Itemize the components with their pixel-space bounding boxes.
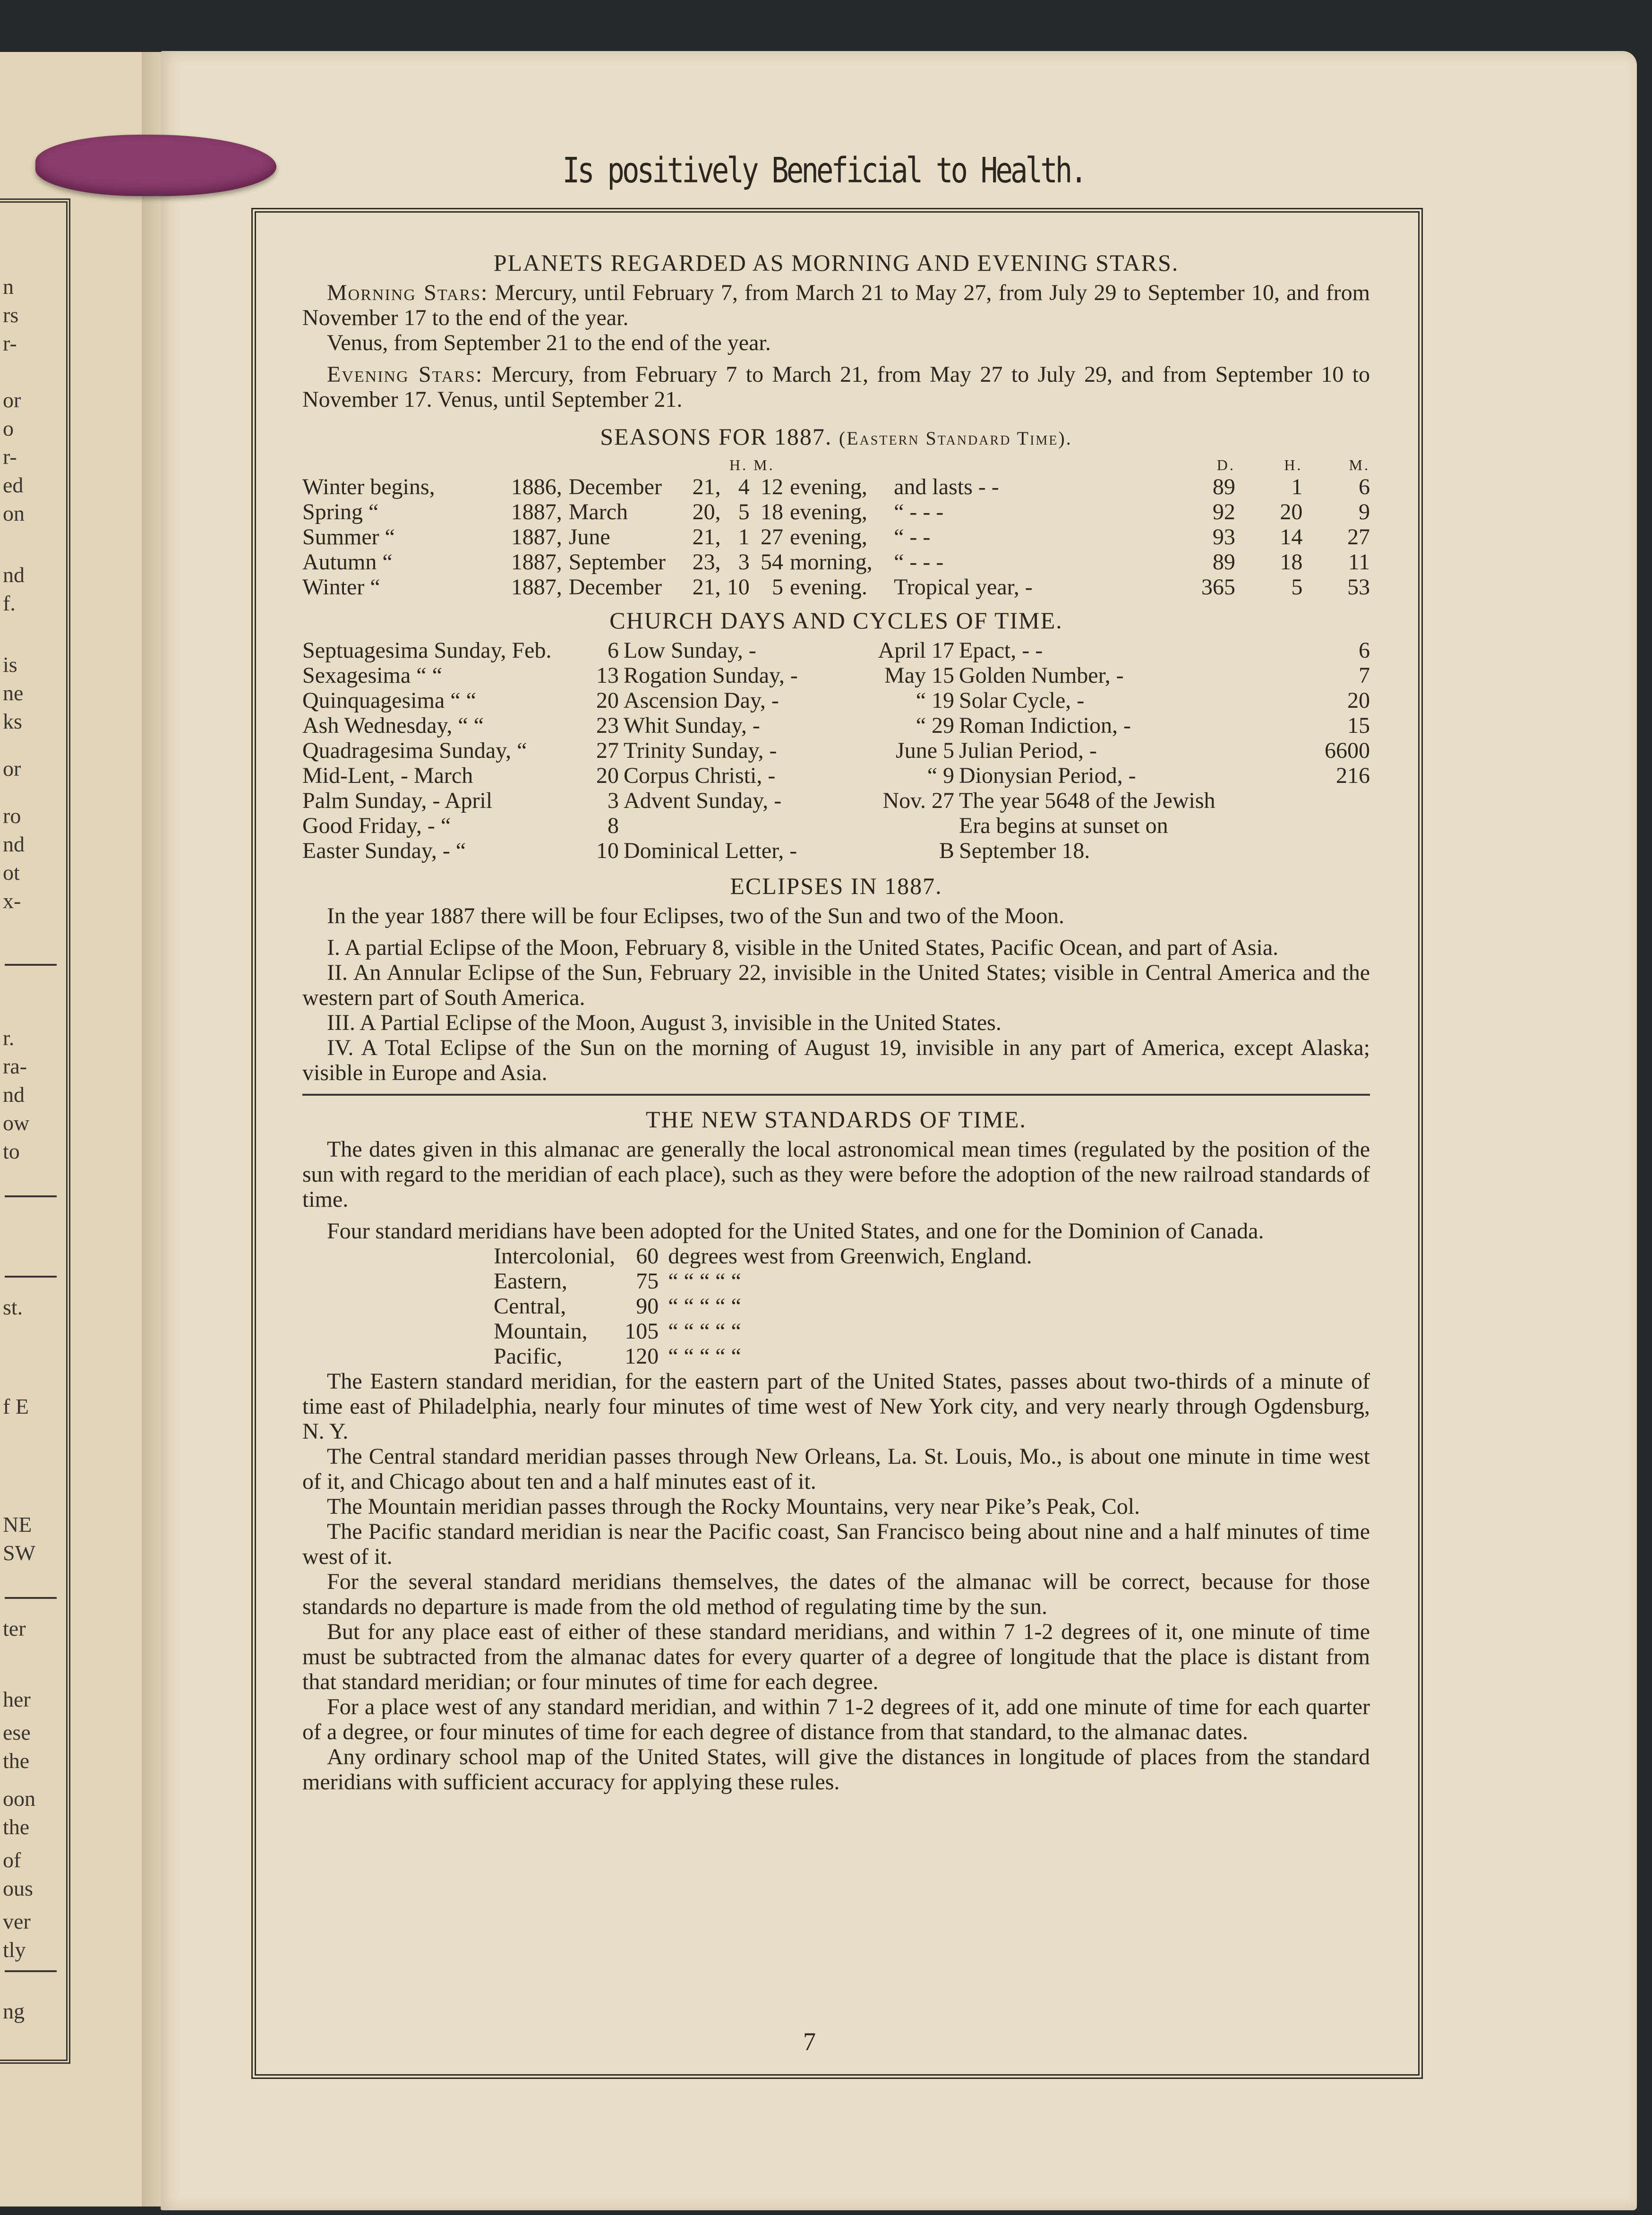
church-cell-f	[1294, 813, 1370, 838]
seasons-cell-time: evening,	[789, 474, 867, 499]
church-cell-d: April 17	[878, 638, 954, 663]
eclipse-item: II. An Annular Eclipse of the Sun, February 22, invisible in the United States; visible in Central America and the western part of South America.	[302, 960, 1370, 1010]
left-page-fragment: ot	[3, 860, 20, 884]
church-row	[302, 688, 1370, 713]
left-page-fragment: r-	[3, 331, 17, 355]
left-page-rule	[5, 1276, 57, 1278]
meridian-text: “ “ “ “ “	[668, 1319, 741, 1344]
church-cell-f: 6600	[1325, 738, 1370, 763]
standards-paragraph: For the several standard meridians themselves, the dates of the almanac will be correct, because for those standards no departure is made from the old method of regulating time by the sun.	[302, 1569, 1370, 1619]
left-page-fragment: ro	[3, 804, 21, 828]
left-page-fragment: ng	[3, 1999, 25, 2023]
left-page-fragment: r-	[3, 445, 17, 469]
seasons-row	[302, 474, 1370, 499]
church-cell-b: 6	[608, 638, 619, 663]
seasons-cell-season: Autumn “	[302, 549, 393, 575]
standards-paragraphs	[302, 1369, 1370, 1794]
meridian-row	[494, 1244, 1042, 1269]
seasons-cell-day: 21,	[692, 524, 721, 549]
seasons-cell-season: Spring “	[302, 499, 379, 524]
church-cell-d: “ 9	[927, 763, 954, 788]
church-cell-b: 23	[596, 713, 619, 738]
church-row	[302, 838, 1370, 863]
standards-paragraph: The Mountain meridian passes through the Rocky Mountains, very near Pike’s Peak, Col.	[327, 1494, 1140, 1519]
church-cell-f: 15	[1347, 713, 1370, 738]
church-cell-e: Golden Number, -	[959, 663, 1124, 688]
meridians-table	[494, 1244, 1042, 1369]
seasons-cell-time: evening.	[789, 575, 867, 600]
meridian-row	[494, 1269, 1042, 1294]
evening-stars-paragraph	[302, 362, 1370, 412]
eclipses-title: ECLIPSES IN 1887.	[730, 873, 942, 899]
left-page-fragment: ra-	[3, 1054, 27, 1078]
left-page-fragment: tly	[3, 1938, 26, 1962]
standards-paragraph: But for any place east of either of these standard meridians, and within 7 1-2 degrees of it, one minute of time must be subtracted from the almanac dates for every quarter of a degree of longitude that the place is distant from that standard meridian; or four minutes of time for each degree.	[302, 1619, 1370, 1694]
left-page-fragment: r.	[3, 1026, 15, 1050]
church-cell-e: Epact, - -	[959, 638, 1043, 663]
church-cell-e: Julian Period, -	[959, 738, 1097, 763]
left-page-fragment: ks	[3, 709, 22, 733]
seasons-cell-m: 5	[771, 575, 783, 600]
church-cell-c: Advent Sunday, -	[624, 788, 782, 813]
seasons-table	[302, 455, 1370, 600]
standards-paragraph-1: The dates given in this almanac are generally the local astronomical mean times (regulated by the position of the sun with regard to the meridian of each place), such as they were before the adoption of the new railroad standards of time.	[302, 1137, 1370, 1212]
left-page-fragment: ous	[3, 1876, 33, 1900]
left-page-fragment: ese	[3, 1720, 31, 1744]
church-cell-b: 3	[608, 788, 619, 813]
left-page-fragment: ow	[3, 1111, 30, 1135]
seasons-cell-mm: 9	[1359, 499, 1370, 524]
morning-stars-text: Mercury, until February 7, from March 21 to May 27, from July 29 to September 10, and from November 17 to the end of the year.	[302, 280, 1370, 330]
church-cell-c: Ascension Day, -	[624, 688, 779, 713]
meridian-name: Mountain,	[494, 1319, 588, 1344]
seasons-cell-time: evening,	[789, 499, 867, 524]
left-page-rule	[5, 1195, 57, 1197]
page-content	[302, 246, 1370, 1794]
meridian-degrees: 90	[636, 1294, 659, 1319]
church-cell-a: Palm Sunday, - April	[302, 788, 493, 813]
church-cell-e: The year 5648 of the Jewish	[959, 788, 1215, 813]
left-page-fragment: or	[3, 388, 21, 412]
church-cell-f: 7	[1359, 663, 1370, 688]
left-page-fragment: ver	[3, 1909, 31, 1933]
seasons-cell-mm: 11	[1348, 549, 1370, 575]
eclipse-item: IV. A Total Eclipse of the Sun on the morning of August 19, invisible in any part of America, except Alaska; visible in Europe and Asia.	[302, 1035, 1370, 1085]
church-cell-c: Trinity Sunday, -	[624, 738, 777, 763]
church-cell-a: Mid-Lent, - March	[302, 763, 473, 788]
meridian-name: Pacific,	[494, 1344, 563, 1369]
meridian-name: Eastern,	[494, 1269, 567, 1294]
seasons-cell-lasts: “ - - -	[894, 499, 944, 524]
meridian-text: “ “ “ “ “	[668, 1344, 741, 1369]
church-cell-a: Quinquagesima “ “	[302, 688, 476, 713]
seasons-cell-d: 89	[1212, 474, 1235, 499]
left-page-fragment: of	[3, 1848, 21, 1872]
seasons-cell-d: 93	[1212, 524, 1235, 549]
church-table	[302, 638, 1370, 863]
standards-paragraph-2: Four standard meridians have been adopted for the United States, and one for the Dominion of Canada.	[327, 1219, 1264, 1244]
seasons-cell-lasts: “ - - -	[894, 549, 944, 575]
church-row	[302, 813, 1370, 838]
church-row	[302, 713, 1370, 738]
church-cell-c: Whit Sunday, -	[624, 713, 760, 738]
d-header: D.	[1216, 456, 1235, 473]
meridian-text: “ “ “ “ “	[668, 1269, 741, 1294]
church-cell-b: 20	[596, 763, 619, 788]
left-page-fragment: n	[3, 275, 14, 299]
section-divider	[302, 1094, 1370, 1096]
standards-paragraph: The Central standard meridian passes through New Orleans, La. St. Louis, Mo., is about one minute in time west of it, and Chicago about ten and a half minutes east of it.	[302, 1444, 1370, 1494]
church-cell-c: Rogation Sunday, -	[624, 663, 798, 688]
seasons-cell-m: 12	[760, 474, 783, 499]
meridian-degrees: 120	[625, 1344, 659, 1369]
meridian-row	[494, 1319, 1042, 1344]
church-cell-d	[831, 813, 954, 838]
church-title: CHURCH DAYS AND CYCLES OF TIME.	[609, 607, 1063, 634]
left-page-fragment: o	[3, 416, 14, 440]
m-header: M.	[1349, 456, 1370, 473]
church-cell-b: 10	[596, 838, 619, 863]
seasons-cell-day: 21,	[692, 575, 721, 600]
left-page-fragment: ne	[3, 681, 24, 705]
seasons-cell-month: December	[568, 575, 662, 600]
seasons-cell-season: Winter “	[302, 575, 380, 600]
ribbon-bookmark[interactable]	[35, 135, 276, 196]
seasons-title	[302, 424, 1370, 451]
seasons-cell-month: March	[568, 499, 628, 524]
church-cell-c: Low Sunday, -	[624, 638, 756, 663]
meridian-degrees: 60	[636, 1244, 659, 1269]
standards-paragraph: For a place west of any standard meridian, and within 7 1-2 degrees of it, add one minute of time for each quarter of a degree, or four minutes of time for each degree of distance from that standard, to the almanac dates.	[302, 1694, 1370, 1744]
left-page-fragment: SW	[3, 1541, 35, 1565]
seasons-cell-hh: 20	[1280, 499, 1303, 524]
church-row	[302, 663, 1370, 688]
seasons-cell-day: 21,	[692, 474, 721, 499]
meridian-degrees: 105	[625, 1319, 659, 1344]
seasons-row	[302, 499, 1370, 524]
church-cell-a: Easter Sunday, - “	[302, 838, 466, 863]
church-cell-b: 20	[596, 688, 619, 713]
church-cell-c	[619, 813, 831, 838]
church-cell-f: 6	[1359, 638, 1370, 663]
left-page-fragment: st.	[3, 1295, 23, 1319]
left-page-fragment: on	[3, 501, 25, 525]
left-page-fragment: oon	[3, 1786, 35, 1811]
seasons-cell-d: 92	[1212, 499, 1235, 524]
meridian-row	[494, 1344, 1042, 1369]
seasons-cell-h: 5	[738, 499, 750, 524]
church-cell-e: September 18.	[959, 838, 1090, 863]
left-page-fragment: f E	[3, 1394, 29, 1418]
church-row	[302, 788, 1370, 813]
meridian-row	[494, 1294, 1042, 1319]
morning-stars-label: Morning Stars:	[327, 280, 488, 305]
seasons-cell-hh: 14	[1280, 524, 1303, 549]
church-cell-f: 216	[1336, 763, 1370, 788]
seasons-cell-month: December	[568, 474, 662, 499]
church-cell-c: Corpus Christi, -	[624, 763, 776, 788]
meridian-degrees: 75	[636, 1269, 659, 1294]
seasons-cell-year: 1887,	[511, 549, 562, 575]
seasons-title-main: SEASONS FOR 1887.	[600, 423, 832, 450]
seasons-cell-year: 1887,	[511, 524, 562, 549]
church-cell-a: Ash Wednesday, “ “	[302, 713, 484, 738]
seasons-cell-year: 1886,	[511, 474, 562, 499]
left-page-fragment: or	[3, 756, 21, 781]
seasons-cell-season: Winter begins,	[302, 474, 435, 499]
church-cell-e: Era begins at sunset on	[959, 813, 1168, 838]
left-page-fragment: nd	[3, 563, 25, 587]
seasons-cell-season: Summer “	[302, 524, 395, 549]
eclipses-intro: In the year 1887 there will be four Eclipses, two of the Sun and two of the Moon.	[327, 903, 1064, 928]
left-page-fragment: ed	[3, 473, 24, 497]
seasons-cell-year: 1887,	[511, 499, 562, 524]
left-page-fragment: to	[3, 1139, 20, 1163]
seasons-cell-day: 20,	[692, 499, 721, 524]
evening-stars-label: Evening Stars:	[327, 362, 483, 387]
seasons-cell-lasts: “ - -	[894, 524, 931, 549]
left-page-fragment: NE	[3, 1512, 32, 1537]
seasons-cell-time: evening,	[789, 524, 867, 549]
church-cell-d: May 15	[884, 663, 954, 688]
church-cell-e: Dionysian Period, -	[959, 763, 1136, 788]
seasons-cell-day: 23,	[692, 549, 721, 575]
church-cell-d: “ 29	[916, 713, 954, 738]
church-cell-a: Sexagesima “ “	[302, 663, 442, 688]
h-header: H.	[1284, 456, 1303, 473]
seasons-cell-d: 89	[1212, 549, 1235, 575]
seasons-row	[302, 524, 1370, 549]
seasons-cell-h: 3	[738, 549, 750, 575]
church-cell-b: 27	[596, 738, 619, 763]
church-cell-d: Nov. 27	[882, 788, 954, 813]
church-cell-a: Good Friday, - “	[302, 813, 451, 838]
left-page-fragment: the	[3, 1815, 30, 1839]
seasons-row	[302, 575, 1370, 600]
seasons-cell-h: 1	[738, 524, 750, 549]
seasons-cell-mm: 53	[1347, 575, 1370, 600]
standards-title: THE NEW STANDARDS OF TIME.	[646, 1106, 1027, 1133]
planets-title: PLANETS REGARDED AS MORNING AND EVENING STARS.	[493, 249, 1179, 276]
left-page-fragment: is	[3, 652, 17, 677]
left-page-fragment: the	[3, 1749, 30, 1773]
seasons-cell-time: morning,	[789, 549, 873, 575]
standards-paragraph: Any ordinary school map of the United States, will give the distances in longitude of places from the standard meridians with sufficient accuracy for applying these rules.	[302, 1744, 1370, 1794]
seasons-cell-month: June	[568, 524, 610, 549]
church-cell-f	[1294, 788, 1370, 813]
church-cell-d: “ 19	[916, 688, 954, 713]
church-cell-f: 20	[1347, 688, 1370, 713]
meridian-name: Intercolonial,	[494, 1244, 616, 1269]
church-cell-e: Roman Indiction, -	[959, 713, 1131, 738]
seasons-cell-m: 27	[760, 524, 783, 549]
venus-paragraph: Venus, from September 21 to the end of the year.	[327, 330, 771, 355]
church-cell-b: 13	[596, 663, 619, 688]
church-cell-a: Septuagesima Sunday, Feb.	[302, 638, 552, 663]
seasons-cell-hh: 1	[1291, 474, 1303, 499]
church-cell-a: Quadragesima Sunday, “	[302, 738, 527, 763]
church-cell-b: 8	[608, 813, 619, 838]
seasons-cell-mm: 6	[1359, 474, 1370, 499]
left-page-rule	[5, 964, 57, 966]
seasons-cell-lasts: and lasts - -	[894, 474, 999, 499]
seasons-title-sub: (Eastern Standard Time).	[839, 428, 1072, 449]
seasons-cell-mm: 27	[1347, 524, 1370, 549]
seasons-cell-year: 1887,	[511, 575, 562, 600]
page-header: Is positively Beneficial to Health.	[562, 150, 1086, 191]
seasons-row	[302, 549, 1370, 575]
seasons-cell-m: 18	[760, 499, 783, 524]
church-row	[302, 738, 1370, 763]
seasons-cell-m: 54	[760, 549, 783, 575]
church-row	[302, 763, 1370, 788]
left-page-fragment: x-	[3, 889, 21, 913]
left-page-fragment: ter	[3, 1616, 26, 1640]
left-page-fragment: nd	[3, 1082, 25, 1107]
seasons-cell-lasts: Tropical year, -	[894, 575, 1033, 600]
meridian-name: Central,	[494, 1294, 566, 1319]
church-cell-d: June 5	[896, 738, 954, 763]
meridian-text: “ “ “ “ “	[668, 1294, 741, 1319]
hm-header: H. M.	[729, 456, 775, 473]
seasons-cell-h: 4	[738, 474, 750, 499]
church-cell-f	[1294, 838, 1370, 863]
seasons-cell-h: 10	[727, 575, 750, 600]
eclipses-list	[302, 935, 1370, 1085]
left-page-fragment: her	[3, 1687, 31, 1711]
church-cell-e: Solar Cycle, -	[959, 688, 1085, 713]
standards-paragraph: The Eastern standard meridian, for the eastern part of the United States, passes about two-thirds of a minute of time east of Philadelphia, nearly four minutes of time west of New York city, and very nearly through Ogdensburg, N. Y.	[302, 1369, 1370, 1444]
left-page-rule	[5, 1597, 57, 1599]
morning-stars-paragraph	[302, 280, 1370, 330]
left-page-fragment: rs	[3, 303, 19, 327]
standards-paragraph: The Pacific standard meridian is near the Pacific coast, San Francisco being about nine and a half minutes of time west of it.	[302, 1519, 1370, 1569]
seasons-cell-hh: 18	[1280, 549, 1303, 575]
page-number: 7	[803, 2027, 816, 2056]
seasons-cell-month: September	[568, 549, 666, 575]
left-page-fragment: nd	[3, 832, 25, 856]
seasons-cell-hh: 5	[1291, 575, 1303, 600]
seasons-cell-d: 365	[1201, 575, 1235, 600]
left-page-fragment: f.	[3, 591, 16, 615]
meridian-text: degrees west from Greenwich, England.	[668, 1244, 1032, 1269]
church-cell-c: Dominical Letter, -	[624, 838, 797, 863]
evening-stars-text: Mercury, from February 7 to March 21, from May 27 to July 29, and from September 10 to November 17. Venus, until September 21.	[302, 362, 1370, 412]
eclipse-item: III. A Partial Eclipse of the Moon, August 3, invisible in the United States.	[327, 1010, 1001, 1035]
church-cell-d: B	[939, 838, 954, 863]
eclipse-item: I. A partial Eclipse of the Moon, February 8, visible in the United States, Pacific Ocean, and part of Asia.	[327, 935, 1279, 960]
left-page-rule	[5, 1970, 57, 1972]
church-row	[302, 638, 1370, 663]
